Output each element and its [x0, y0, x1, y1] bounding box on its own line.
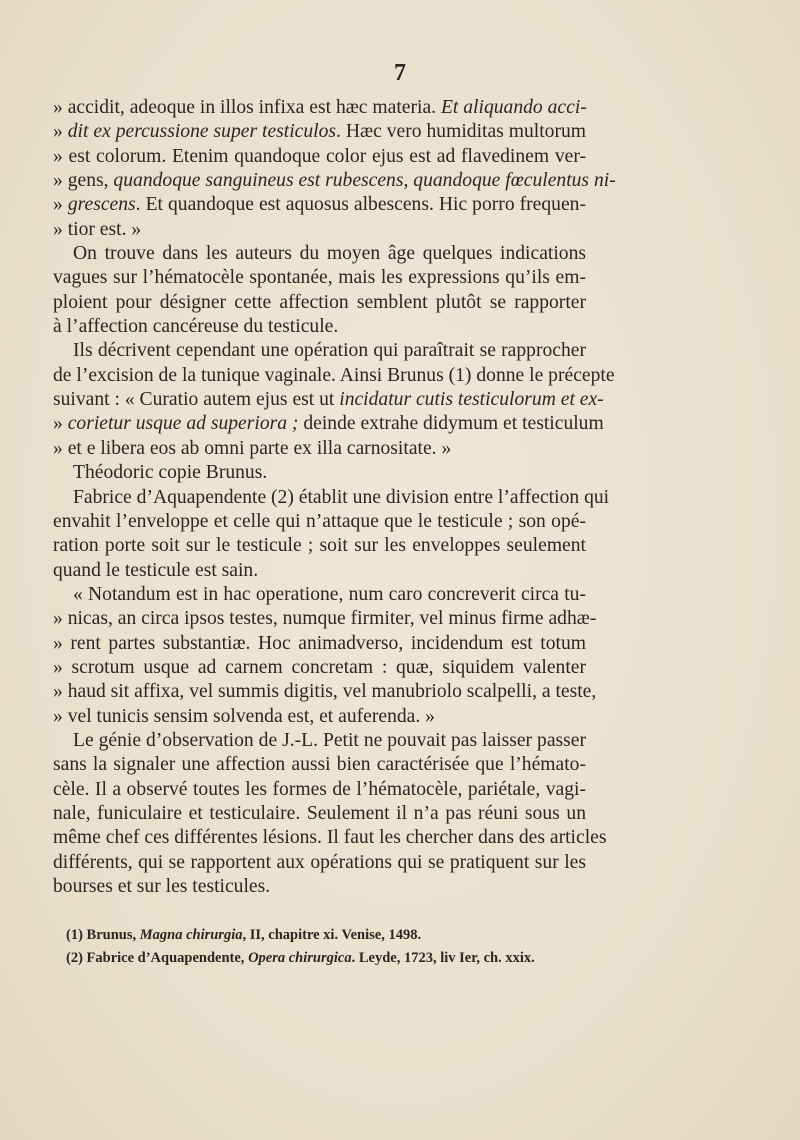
text-line: cèle. Il a observé toutes les formes de l’hématocèle, pariétale, vagi- — [53, 778, 586, 800]
text-line: suivant : « Curatio autem ejus est ut incidatur cutis testiculorum et ex- — [53, 389, 604, 411]
text-line: » accidit, adeoque in illos infixa est hæc materia. Et aliquando acci- — [53, 97, 587, 118]
text-line: » gens, quandoque sanguineus est rubescens, quandoque fœculentus ni- — [53, 170, 616, 192]
text-line: vagues sur l’hématocèle spontanée, mais les expressions qu’ils em- — [53, 267, 586, 289]
text-line: envahit l’enveloppe et celle qui n’attaque que le testicule ; son opé- — [53, 510, 586, 532]
page-number: 7 — [394, 60, 406, 86]
footnote: (2) Fabrice d’Aquapendente, Opera chirurgica. Leyde, 1723, liv Ier, ch. xxix. — [66, 950, 535, 966]
footnotes — [66, 924, 586, 970]
text-line: même chef ces différentes lésions. Il faut les chercher dans des articles — [53, 827, 607, 849]
paragraph-line: Le génie d’observation de J.-L. Petit ne pouvait pas laisser passer — [73, 729, 586, 751]
text-line: de l’excision de la tunique vaginale. Ainsi Brunus (1) donne le précepte — [53, 364, 615, 386]
text-line: bourses et sur les testicules. — [53, 876, 271, 897]
text-line: ploient pour désigner cette affection semblent plutôt se rapporter — [53, 291, 586, 313]
text-line: » grescens. Et quandoque est aquosus albescens. Hic porro frequen- — [53, 194, 586, 216]
text-line: » et e libera eos ab omni parte ex illa carnositate. » — [53, 437, 452, 459]
paragraph-line: Théodoric copie Brunus. — [73, 462, 268, 484]
text-line: à l’affection cancéreuse du testicule. — [53, 316, 339, 338]
text-line: nale, funiculaire et testiculaire. Seulement il n’a pas réuni sous un — [53, 802, 586, 824]
footnote: (1) Brunus, Magna chirurgia, II, chapitre xi. Venise, 1498. — [66, 927, 422, 943]
paragraph-line: On trouve dans les auteurs du moyen âge quelques indications — [73, 243, 586, 265]
paragraph-line: Ils décrivent cependant une opération qui paraîtrait se rapprocher — [73, 340, 586, 362]
paragraph-line: « Notandum est in hac operatione, num caro concreverit circa tu- — [73, 583, 586, 605]
body-text — [53, 96, 616, 899]
text-line: différents, qui se rapportent aux opérations qui se pratiquent sur les — [53, 851, 586, 873]
text-line: » haud sit affixa, vel summis digitis, vel manubriolo scalpelli, a teste, — [53, 681, 597, 703]
text-line: ration porte soit sur le testicule ; soit sur les enveloppes seulement — [53, 535, 586, 557]
text-line: » tior est. » — [53, 218, 142, 240]
text-line: » vel tunicis sensim solvenda est, et auferenda. » — [53, 705, 435, 727]
text-line: sans la signaler une affection aussi bien caractérisée que l’hémato- — [53, 754, 586, 776]
text-line: » corietur usque ad superiora ; deinde extrahe didymum et testiculum — [53, 413, 604, 435]
text-line: quand le testicule est sain. — [53, 559, 259, 581]
text-line: » rent partes substantiæ. Hoc animadverso, incidendum est totum — [53, 632, 586, 654]
text-line: » est colorum. Etenim quandoque color ejus est ad flavedinem ver- — [53, 145, 586, 167]
text-line: » dit ex percussione super testiculos. Hæc vero humiditas multorum — [53, 121, 587, 143]
text-line: » nicas, an circa ipsos testes, numque firmiter, vel minus firme adhæ- — [53, 608, 597, 630]
paragraph-line: Fabrice d’Aquapendente (2) établit une division entre l’affection qui — [73, 486, 610, 508]
text-line: » scrotum usque ad carnem concretam : quæ, siquidem valenter — [53, 656, 586, 678]
